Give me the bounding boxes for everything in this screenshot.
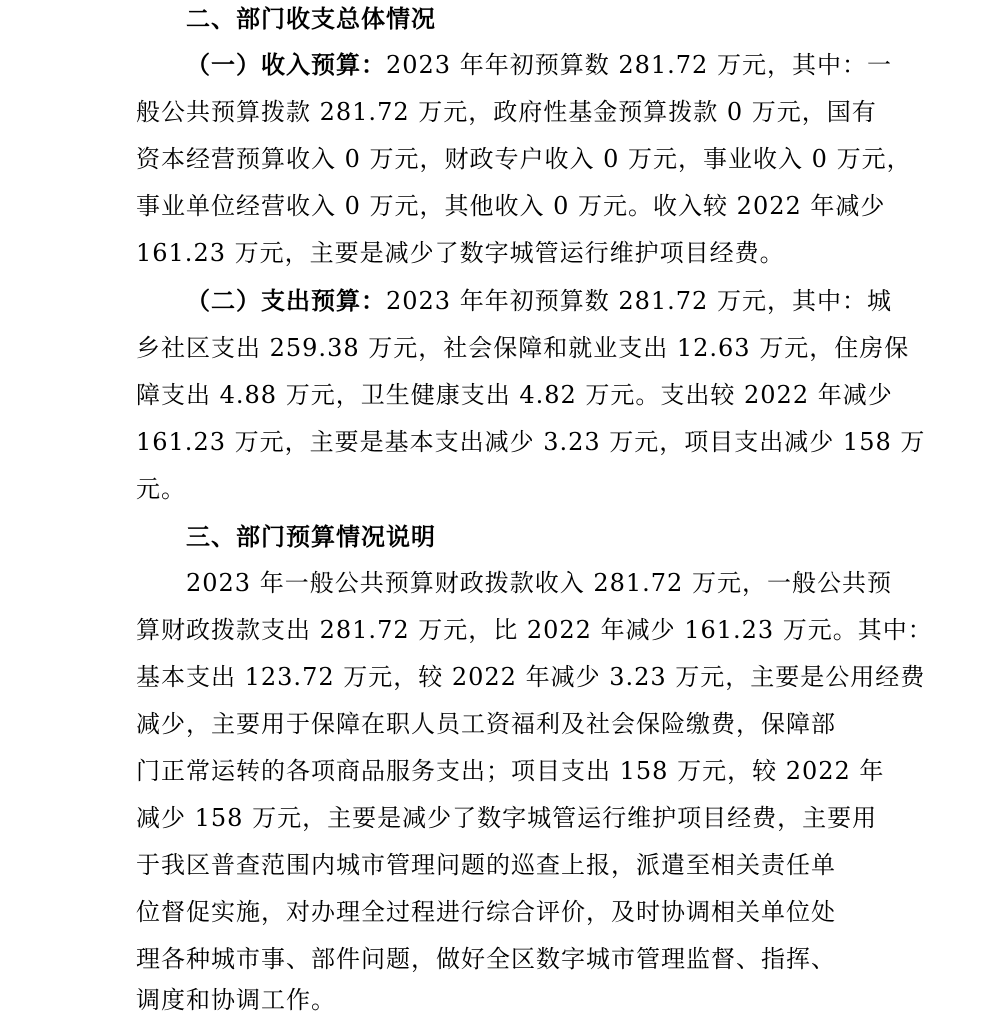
budget-paragraph-line-8: 位督促实施，对办理全过程进行综合评价，及时协调相关单位处: [136, 898, 836, 926]
section-heading-3: 三、部门预算情况说明: [186, 523, 436, 551]
section-heading-2: 二、部门收支总体情况: [186, 5, 436, 33]
expense-paragraph-line-1: [186, 278, 892, 324]
budget-paragraph-line-6: 减少 158 万元，主要是减少了数字城管运行维护项目经费，主要用: [136, 804, 878, 832]
expense-paragraph-line-2: 乡社区支出 259.38 万元，社会保障和就业支出 12.63 万元，住房保: [136, 334, 910, 362]
budget-paragraph-line-5: 门正常运转的各项商品服务支出；项目支出 158 万元，较 2022 年: [136, 757, 885, 785]
income-label: （一）收入预算：: [186, 50, 386, 79]
budget-paragraph-line-2: 算财政拨款支出 281.72 万元，比 2022 年减少 161.23 万元。其中：: [136, 616, 933, 644]
expense-paragraph-line-5: 元。: [136, 475, 186, 503]
income-paragraph-line-5: 161.23 万元，主要是减少了数字城管运行维护项目经费。: [136, 239, 785, 267]
budget-paragraph-line-4: 减少，主要用于保障在职人员工资福利及社会保险缴费，保障部: [136, 710, 836, 738]
income-paragraph-line-4: 事业单位经营收入 0 万元，其他收入 0 万元。收入较 2022 年减少: [136, 192, 886, 220]
budget-paragraph-line-9: 理各种城市事、部件问题，做好全区数字城市管理监督、指挥、: [136, 945, 836, 973]
budget-paragraph-line-1: 2023 年一般公共预算财政拨款收入 281.72 万元，一般公共预: [186, 569, 892, 597]
expense-label: （二）支出预算：: [186, 286, 386, 315]
income-paragraph-line-3: 资本经营预算收入 0 万元，财政专户收入 0 万元，事业收入 0 万元，: [136, 145, 912, 173]
expense-text: 2023 年年初预算数 281.72 万元，其中：城: [386, 287, 892, 315]
income-paragraph-line-2: 般公共预算拨款 281.72 万元，政府性基金预算拨款 0 万元，国有: [136, 98, 877, 126]
budget-paragraph-line-10: 调度和协调工作。: [136, 986, 336, 1014]
budget-paragraph-line-3: 基本支出 123.72 万元，较 2022 年减少 3.23 万元，主要是公用经费: [136, 663, 926, 691]
budget-paragraph-line-7: 于我区普查范围内城市管理问题的巡查上报，派遣至相关责任单: [136, 851, 836, 879]
income-paragraph-line-1: [186, 42, 892, 88]
expense-paragraph-line-3: 障支出 4.88 万元，卫生健康支出 4.82 万元。支出较 2022 年减少: [136, 381, 893, 409]
income-text: 2023 年年初预算数 281.72 万元，其中：一: [386, 51, 892, 79]
expense-paragraph-line-4: 161.23 万元，主要是基本支出减少 3.23 万元，项目支出减少 158 万: [136, 428, 926, 456]
